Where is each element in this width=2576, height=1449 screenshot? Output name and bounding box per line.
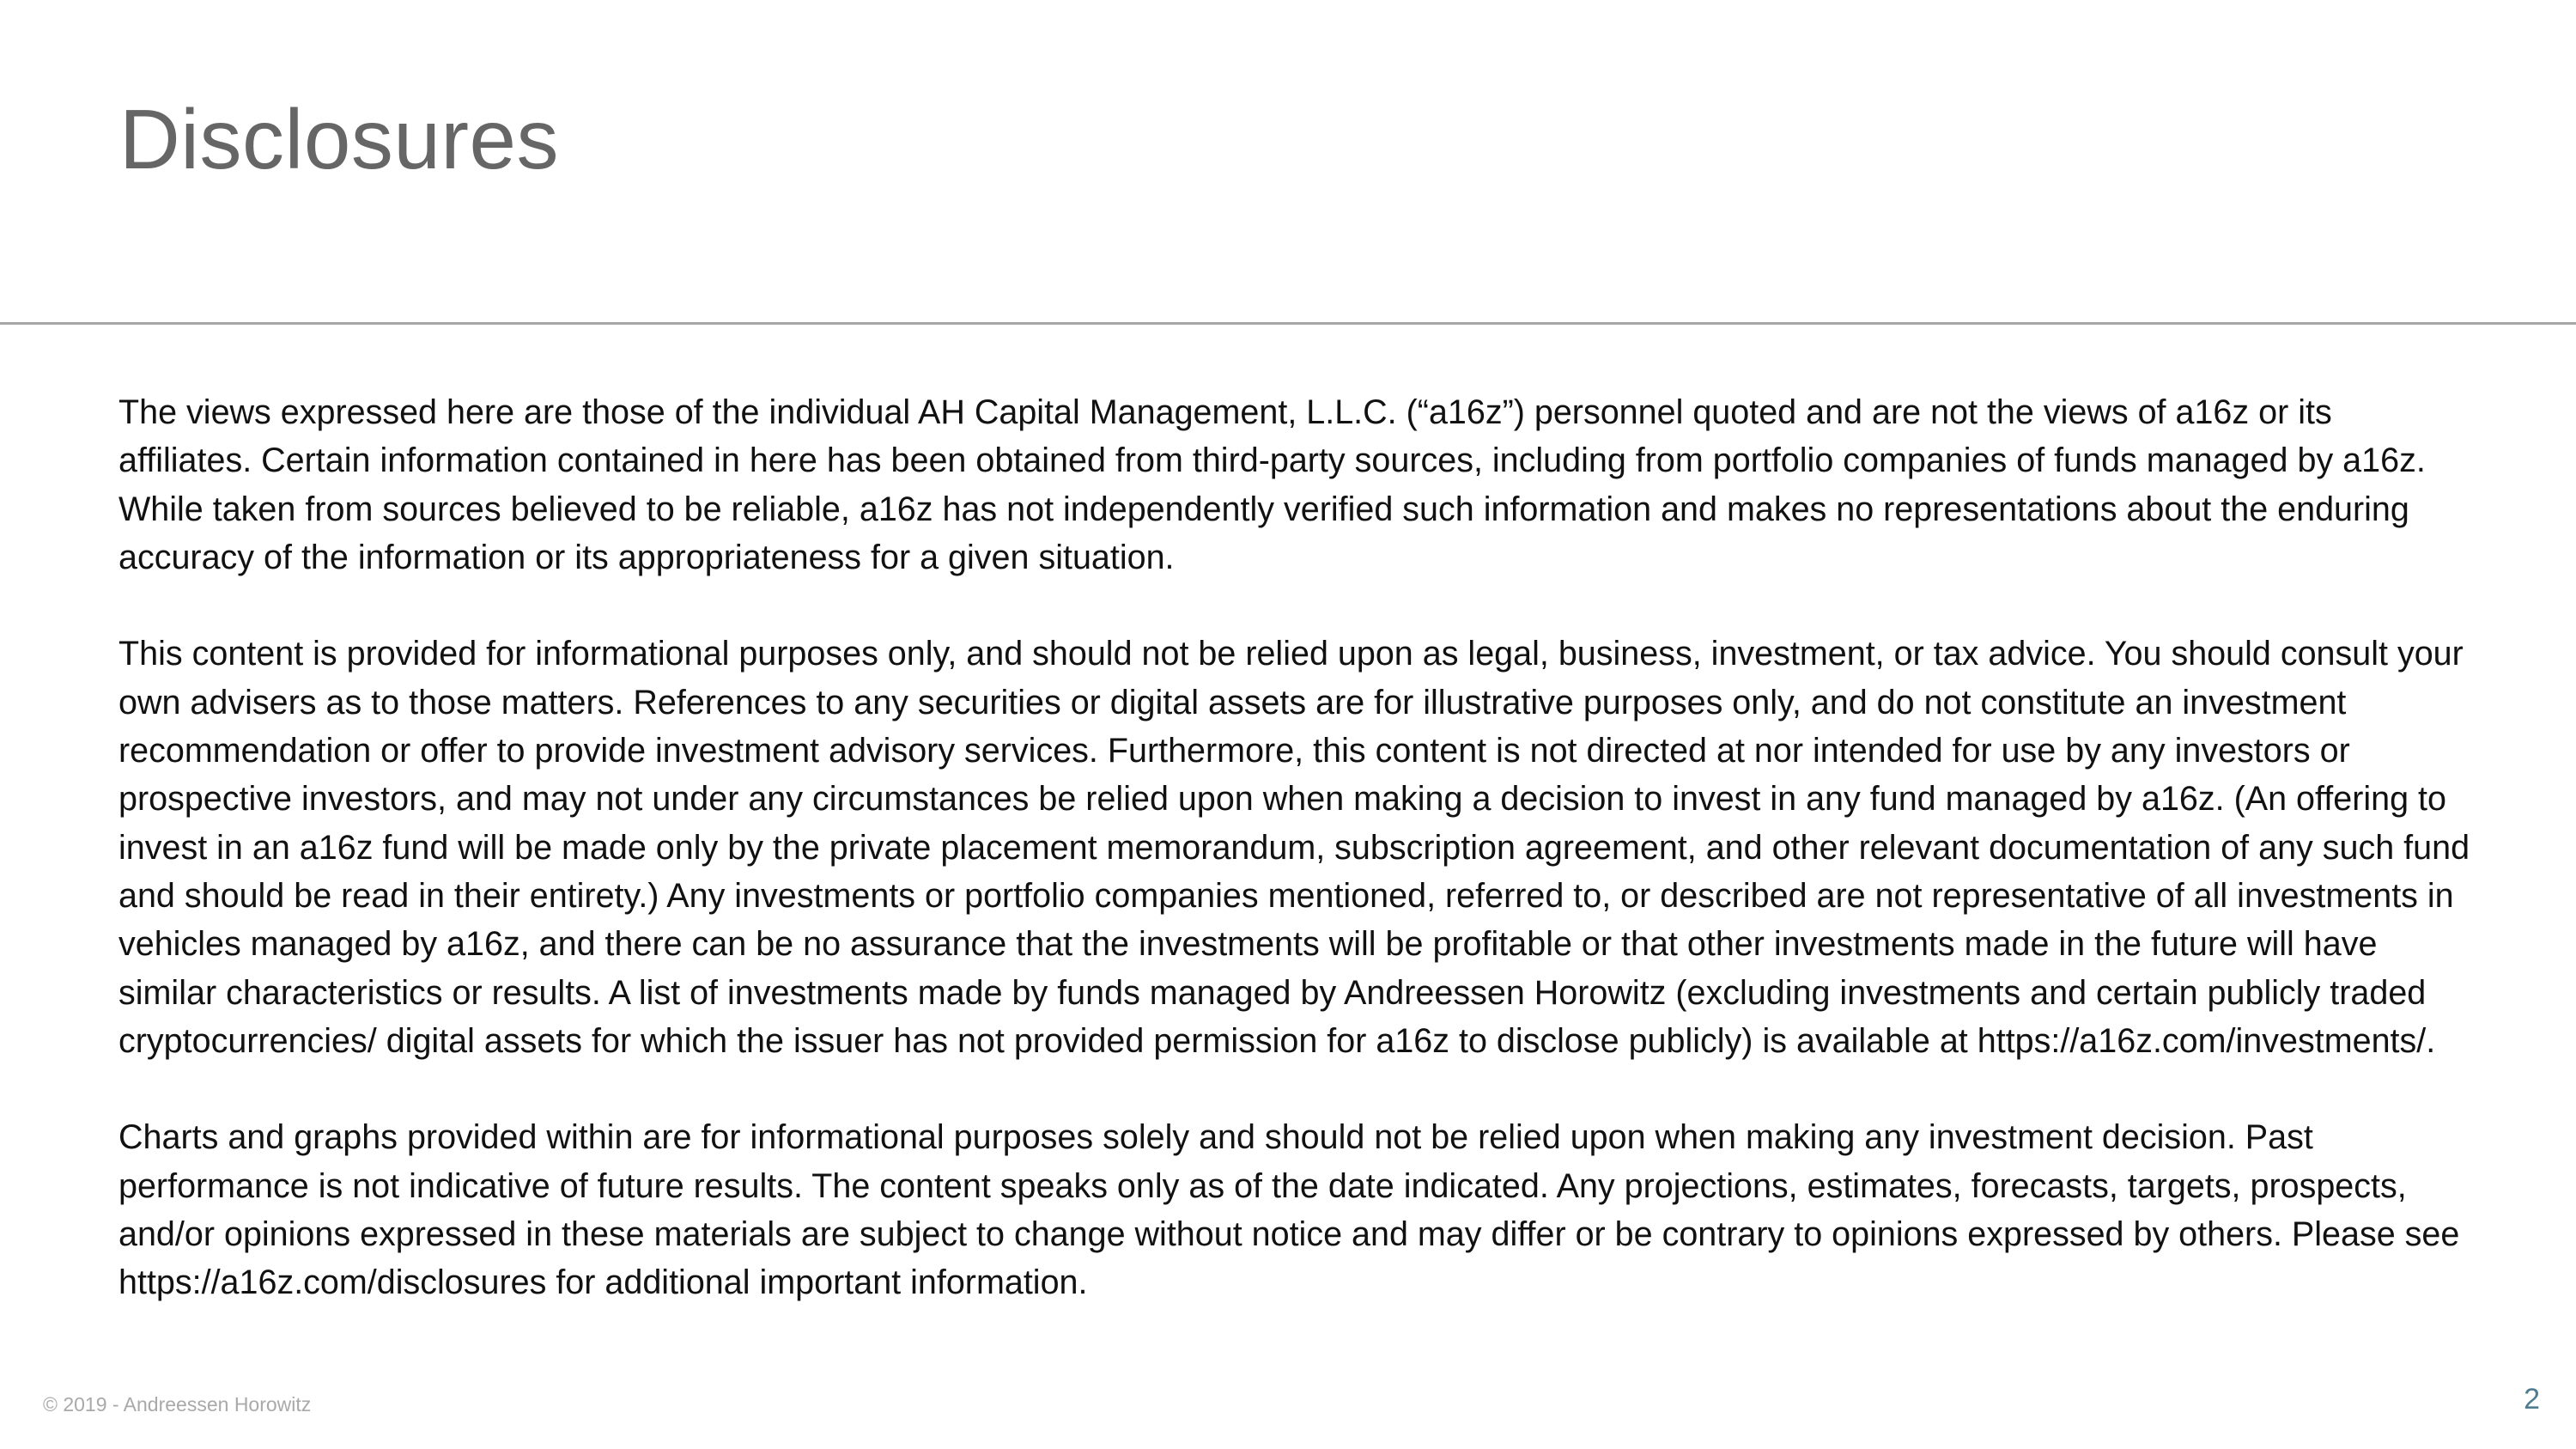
slide-title: Disclosures: [119, 92, 559, 186]
disclosure-paragraph-charts: Charts and graphs provided within are for informational purposes solely and should not be relied upon when making any investment decision. Past performance is not indicative of future results. The content speaks only as of the date indicated. Any projections, estimates, forecasts, targets, prospects, and/or opinions expressed in these materials are subject to change without notice and may differ or be contrary to opinions expressed by others. Please see https://a16z.com/disclosures for additional important information.: [118, 1118, 2460, 1302]
disclosure-paragraph-informational: This content is provided for informational purposes only, and should not be relied upon as legal, business, investment, or tax advice. You should consult your own advisers as to those matters. References to any securities or digital assets are for illustrative purposes only, and do not constitute an investment recommendation or offer to provide investment advisory services. Furthermore, this content is not directed at nor intended for use by any investors or prospective investors, and may not under any circumstances be relied upon when making a decision to invest in any fund managed by a16z. (An offering to invest in an a16z fund will be made only by the private placement memorandum, subscription agreement, and other relevant documentation of any such fund and should be read in their entirety.) Any investments or portfolio companies mentioned, referred to, or described are not representative of all investments in vehicles managed by a16z, and there can be no assurance that the investments will be profitable or that other investments made in the future will have similar characteristics or results. A list of investments made by funds managed by Andreessen Horowitz (excluding investments and certain publicly traded cryptocurrencies/ digital assets for which the issuer has not provided permission for a16z to disclose publicly) is available at https://a16z.com/investments/.: [118, 635, 2470, 1060]
disclosure-paragraph-views: The views expressed here are those of the individual AH Capital Management, L.L.C. (“a16z”) personnel quoted and are not the views of a16z or its affiliates. Certain information contained in here has been obtained from third-party sources, including from portfolio companies of funds managed by a16z. While taken from sources believed to be reliable, a16z has not independently verified such information and makes no representations about the enduring accuracy of the information or its appropriateness for a given situation.: [118, 393, 2426, 576]
footer-copyright: © 2019 - Andreessen Horowitz: [43, 1393, 312, 1416]
disclosure-body: [118, 388, 2471, 1355]
page-number: 2: [2524, 1383, 2540, 1416]
title-divider: [0, 322, 2576, 325]
